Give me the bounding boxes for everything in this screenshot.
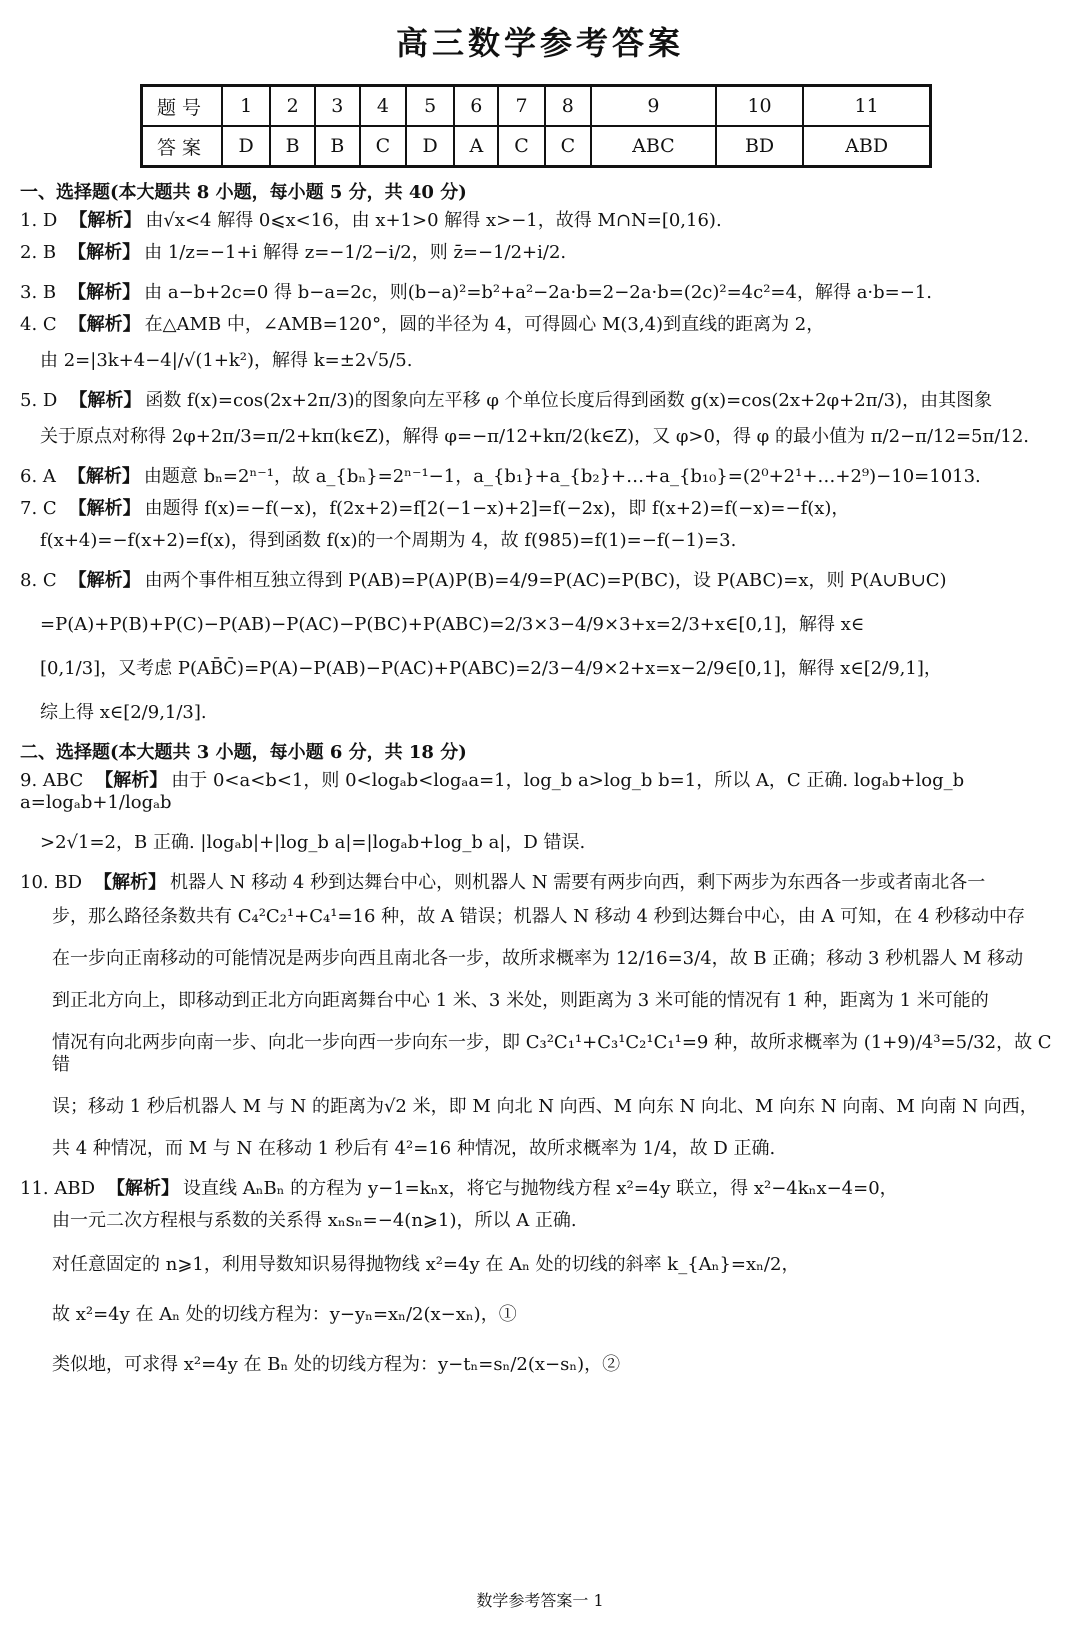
- solution-text: 故 x²=4y 在 Aₙ 处的切线方程为：y−yₙ=xₙ/2(x−xₙ)，①: [52, 1304, 517, 1325]
- solution-text: 设直线 AₙBₙ 的方程为 y−1=kₙx，将它与抛物线方程 x²=4y 联立，得 x²−4kₙx−4=0，: [183, 1178, 898, 1199]
- section-heading: 二、选择题(本大题共 3 小题，每小题 6 分，共 18 分): [20, 742, 467, 763]
- question-number: 9. ABC: [20, 770, 84, 791]
- solution-7: [20, 498, 1064, 552]
- table-cell: C: [545, 126, 591, 167]
- table-cell: BD: [716, 126, 803, 167]
- solution-text: 类似地，可求得 x²=4y 在 Bₙ 处的切线方程为：y−tₙ=sₙ/2(x−sₙ)，②: [52, 1354, 621, 1375]
- table-cell: 2: [270, 86, 315, 127]
- table-cell: ABD: [803, 126, 930, 167]
- solution-text: >2√1=2，B 正确. |logₐb|+|log_b a|=|logₐb+log_b a|，D 错误.: [40, 832, 586, 853]
- table-cell: 10: [716, 86, 803, 127]
- table-cell: 7: [498, 86, 544, 127]
- table-cell: D: [406, 126, 454, 167]
- table-cell: C: [498, 126, 544, 167]
- table-cell: 1: [222, 86, 270, 127]
- analysis-tag: 【解析】: [95, 770, 168, 791]
- answer-row: [142, 126, 931, 167]
- solution-text: 由一元二次方程根与系数的关系得 xₙsₙ=−4(n⩾1)，所以 A 正确.: [52, 1210, 577, 1231]
- table-cell: 6: [454, 86, 498, 127]
- solution-text: f(x+4)=−f(x+2)=f(x)，得到函数 f(x)的一个周期为 4，故 f(985)=f(1)=−f(−1)=3.: [40, 530, 737, 551]
- table-cell: 8: [545, 86, 591, 127]
- solution-text: 对任意固定的 n⩾1，利用导数知识易得抛物线 x²=4y 在 Aₙ 处的切线的斜率 k_{Aₙ}=xₙ/2，: [52, 1254, 800, 1275]
- solution-text: [0,1/3]，又考虑 P(AB̄C̄)=P(A)−P(AB)−P(AC)+P(ABC)=2/3−4/9×2+x=x−2/9∈[0,1]，解得 x∈[2/9,1]，: [40, 658, 942, 679]
- table-cell: A: [454, 126, 498, 167]
- question-number: 1. D: [20, 210, 58, 231]
- analysis-tag: 【解析】: [94, 872, 167, 893]
- solutions-body: [20, 176, 1064, 1386]
- question-number: 5. D: [20, 390, 58, 411]
- analysis-tag: 【解析】: [68, 570, 141, 591]
- question-number: 2. B: [20, 242, 57, 263]
- table-cell: C: [360, 126, 406, 167]
- table-cell: 4: [360, 86, 406, 127]
- analysis-tag: 【解析】: [68, 242, 141, 263]
- solution-text: =P(A)+P(B)+P(C)−P(AB)−P(AC)−P(BC)+P(ABC)=2/3×3−4/9×3+x=2/3+x∈[0,1]，解得 x∈: [40, 614, 865, 635]
- question-number: 7. C: [20, 498, 57, 519]
- table-cell: B: [315, 126, 360, 167]
- solution-text: 到正北方向上，即移动到正北方向距离舞台中心 1 米、3 米处，则距离为 3 米可能的情况有 1 种，距离为 1 米可能的: [52, 990, 989, 1011]
- solution-text: 综上得 x∈[2/9,1/3].: [40, 702, 207, 723]
- table-cell: ABC: [591, 126, 716, 167]
- question-number: 6. A: [20, 466, 56, 487]
- row-label-number: 题号: [142, 86, 223, 127]
- solution-text: 共 4 种情况，而 M 与 N 在移动 1 秒后有 4²=16 种情况，故所求概率为 1/4，故 D 正确.: [52, 1138, 776, 1159]
- table-cell: 5: [406, 86, 454, 127]
- solution-8: [20, 570, 1064, 724]
- solution-6: [20, 466, 1064, 488]
- solution-text: 由 2=|3k+4−4|/√(1+k²)，解得 k=±2√5/5.: [40, 350, 413, 371]
- analysis-tag: 【解析】: [68, 498, 141, 519]
- solution-1: [20, 210, 1064, 232]
- solution-text: 由两个事件相互独立得到 P(AB)=P(A)P(B)=4/9=P(AC)=P(BC)，设 P(ABC)=x，则 P(A∪B∪C): [144, 570, 947, 591]
- solution-9: [20, 770, 1064, 854]
- solution-text: 在△AMB 中，∠AMB=120°，圆的半径为 4，可得圆心 M(3,4)到直线的距离为 2，: [144, 314, 825, 335]
- page-footer: 数学参考答案一 1: [476, 1591, 604, 1610]
- table-cell: D: [222, 126, 270, 167]
- solution-text: 误；移动 1 秒后机器人 M 与 N 的距离为√2 米，即 M 向北 N 向西、M 向东 N 向北、M 向东 N 向南、M 向南 N 向西，: [52, 1096, 1038, 1117]
- table-cell: B: [270, 126, 315, 167]
- solution-text: 关于原点对称得 2φ+2π/3=π/2+kπ(k∈Z)，解得 φ=−π/12+kπ/2(k∈Z)，又 φ>0，得 φ 的最小值为 π/2−π/12=5π/12.: [40, 426, 1030, 447]
- solution-text: 在一步向正南移动的可能情况是两步向西且南北各一步，故所求概率为 12/16=3/4，故 B 正确；移动 3 秒机器人 M 移动: [52, 948, 1024, 969]
- solution-4: [20, 314, 1064, 372]
- analysis-tag: 【解析】: [69, 210, 142, 231]
- solution-text: 由题得 f(x)=−f(−x)，f(2x+2)=f[2(−1−x)+2]=f(−2x)，即 f(x+2)=f(−x)=−f(x)，: [144, 498, 850, 519]
- solution-10: [20, 872, 1064, 1160]
- solution-text: 函数 f(x)=cos(2x+2π/3)的图象向左平移 φ 个单位长度后得到函数 g(x)=cos(2x+2φ+2π/3)，由其图象: [145, 390, 993, 411]
- solution-text: 由 a−b+2c=0 得 b−a=2c，则(b−a)²=b²+a²−2a·b=2−2a·b=(2c)²=4c²=4，解得 a·b=−1.: [144, 282, 933, 303]
- analysis-tag: 【解析】: [68, 282, 141, 303]
- table-cell: 11: [803, 86, 930, 127]
- solution-text: 由于 0<a<b<1，则 0<logₐb<logₐa=1，log_b a>log_b b=1，所以 A，C 正确. logₐb+log_b a=logₐb+1/logₐb: [20, 770, 965, 813]
- question-number: 11. ABD: [20, 1178, 96, 1199]
- solution-text: 由题意 bₙ=2ⁿ⁻¹，故 a_{bₙ}=2ⁿ⁻¹−1，a_{b₁}+a_{b₂}+…+a_{b₁₀}=(2⁰+2¹+…+2⁹)−10=1013.: [143, 466, 981, 487]
- question-number: 10. BD: [20, 872, 83, 893]
- question-number: 3. B: [20, 282, 57, 303]
- solution-text: 情况有向北两步向南一步、向北一步向西一步向东一步，即 C₃²C₁¹+C₃¹C₂¹C₁¹=9 种，故所求概率为 (1+9)/4³=5/32，故 C 错: [52, 1032, 1052, 1075]
- answer-table: [140, 84, 932, 168]
- analysis-tag: 【解析】: [69, 390, 142, 411]
- solution-3: [20, 282, 1064, 304]
- solution-text: 机器人 N 移动 4 秒到达舞台中心，则机器人 N 需要有两步向西，剩下两步为东西各一步或者南北各一: [170, 872, 986, 893]
- question-number: 8. C: [20, 570, 57, 591]
- section-heading: 一、选择题(本大题共 8 小题，每小题 5 分，共 40 分): [20, 182, 467, 203]
- solution-text: 步，那么路径条数共有 C₄²C₂¹+C₄¹=16 种，故 A 错误；机器人 N 移动 4 秒到达舞台中心，由 A 可知，在 4 秒移动中存: [52, 906, 1025, 927]
- question-number-row: [142, 86, 931, 127]
- solution-5: [20, 390, 1064, 448]
- table-cell: 3: [315, 86, 360, 127]
- solution-11: [20, 1178, 1064, 1376]
- analysis-tag: 【解析】: [67, 466, 140, 487]
- analysis-tag: 【解析】: [68, 314, 141, 335]
- solution-text: 由 1/z=−1+i 解得 z=−1/2−i/2，则 z̄=−1/2+i/2.: [144, 242, 567, 263]
- solution-text: 由√x<4 解得 0⩽x<16，由 x+1>0 解得 x>−1，故得 M∩N=[0,16).: [145, 210, 722, 231]
- analysis-tag: 【解析】: [107, 1178, 180, 1199]
- row-label-answer: 答案: [142, 126, 223, 167]
- question-number: 4. C: [20, 314, 57, 335]
- table-cell: 9: [591, 86, 716, 127]
- solution-2: [20, 242, 1064, 264]
- page-title: 高三数学参考答案: [395, 24, 684, 62]
